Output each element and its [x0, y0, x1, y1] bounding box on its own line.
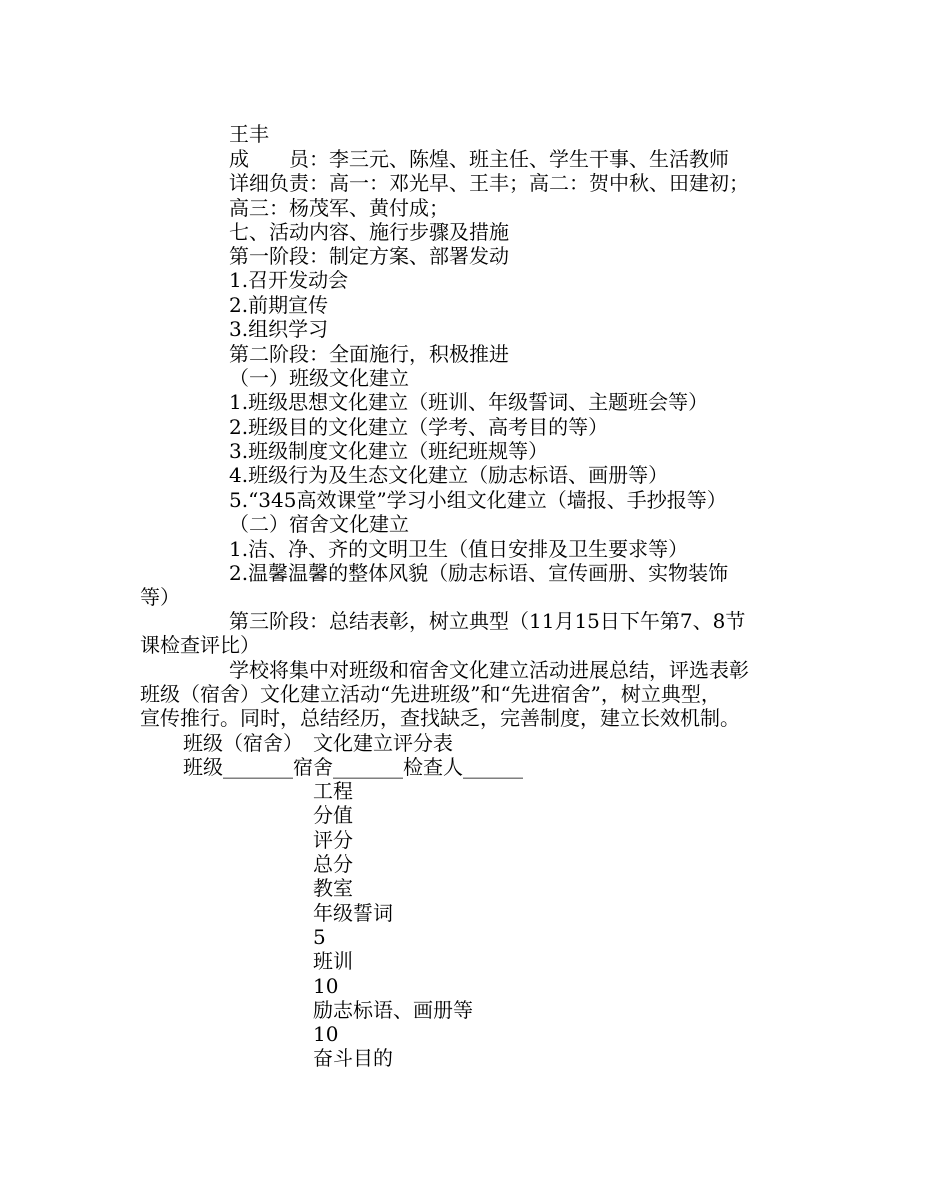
text-line: 详细负责：高一：邓光早、王丰；高二：贺中秋、田建初； — [229, 171, 749, 195]
text-line: 成 员：李三元、陈煌、班主任、学生干事、生活教师 — [229, 147, 729, 171]
paragraph-line: 宣传推行。同时，总结经历，查找缺乏，完善制度，建立长效机制。 — [140, 706, 740, 730]
paragraph-line: 学校将集中对班级和宿舍文化建立活动进展总结，评选表彰 — [229, 658, 749, 682]
table-cell: 励志标语、画册等 — [313, 998, 473, 1022]
table-cell: 工程 — [313, 779, 353, 803]
stage-heading: 第一阶段：制定方案、部署发动 — [229, 244, 509, 268]
text-line: 等） — [140, 585, 180, 609]
list-item: 1.洁、净、齐的文明卫生（值日安排及卫生要求等） — [229, 537, 689, 561]
table-cell: 10 — [313, 974, 339, 998]
table-fields: 班级_______宿舍_______检查人______ — [183, 755, 523, 779]
text-line: 高三：杨茂军、黄付成； — [229, 196, 449, 220]
table-cell: 分值 — [313, 803, 353, 827]
list-item: 3.组织学习 — [229, 317, 329, 341]
paragraph-line: 班级（宿舍）文化建立活动“先进班级”和“先进宿舍”，树立典型， — [140, 682, 721, 706]
subsection-heading: （一）班级文化建立 — [229, 366, 409, 390]
table-cell: 班训 — [313, 949, 353, 973]
text-line: 课检查评比） — [140, 633, 260, 657]
table-cell: 总分 — [313, 852, 353, 876]
text-line: 王丰 — [229, 122, 269, 146]
stage-heading: 第三阶段：总结表彰，树立典型（11月15日下午第7、8节 — [229, 609, 746, 633]
list-item: 2.前期宣传 — [229, 293, 329, 317]
table-cell: 评分 — [313, 828, 353, 852]
stage-heading: 第二阶段：全面施行，积极推进 — [229, 342, 509, 366]
list-item: 3.班级制度文化建立（班纪班规等） — [229, 439, 549, 463]
list-item: 5.“345高效课堂”学习小组文化建立（墙报、手抄报等） — [229, 488, 727, 512]
section-heading: 七、活动内容、施行步骤及措施 — [229, 220, 509, 244]
list-item: 4.班级行为及生态文化建立（励志标语、画册等） — [229, 463, 669, 487]
list-item: 2.班级目的文化建立（学考、高考目的等） — [229, 415, 609, 439]
table-cell: 10 — [313, 1022, 339, 1046]
table-cell: 5 — [313, 925, 326, 949]
list-item: 2.温馨温馨的整体风貌（励志标语、宣传画册、实物装饰 — [229, 561, 729, 585]
table-cell: 年级誓词 — [313, 901, 393, 925]
list-item: 1.召开发动会 — [229, 268, 349, 292]
table-cell: 奋斗目的 — [313, 1046, 393, 1070]
table-title: 班级（宿舍） 文化建立评分表 — [183, 731, 453, 755]
subsection-heading: （二）宿舍文化建立 — [229, 512, 409, 536]
table-cell: 教室 — [313, 876, 353, 900]
list-item: 1.班级思想文化建立（班训、年级誓词、主题班会等） — [229, 390, 709, 414]
